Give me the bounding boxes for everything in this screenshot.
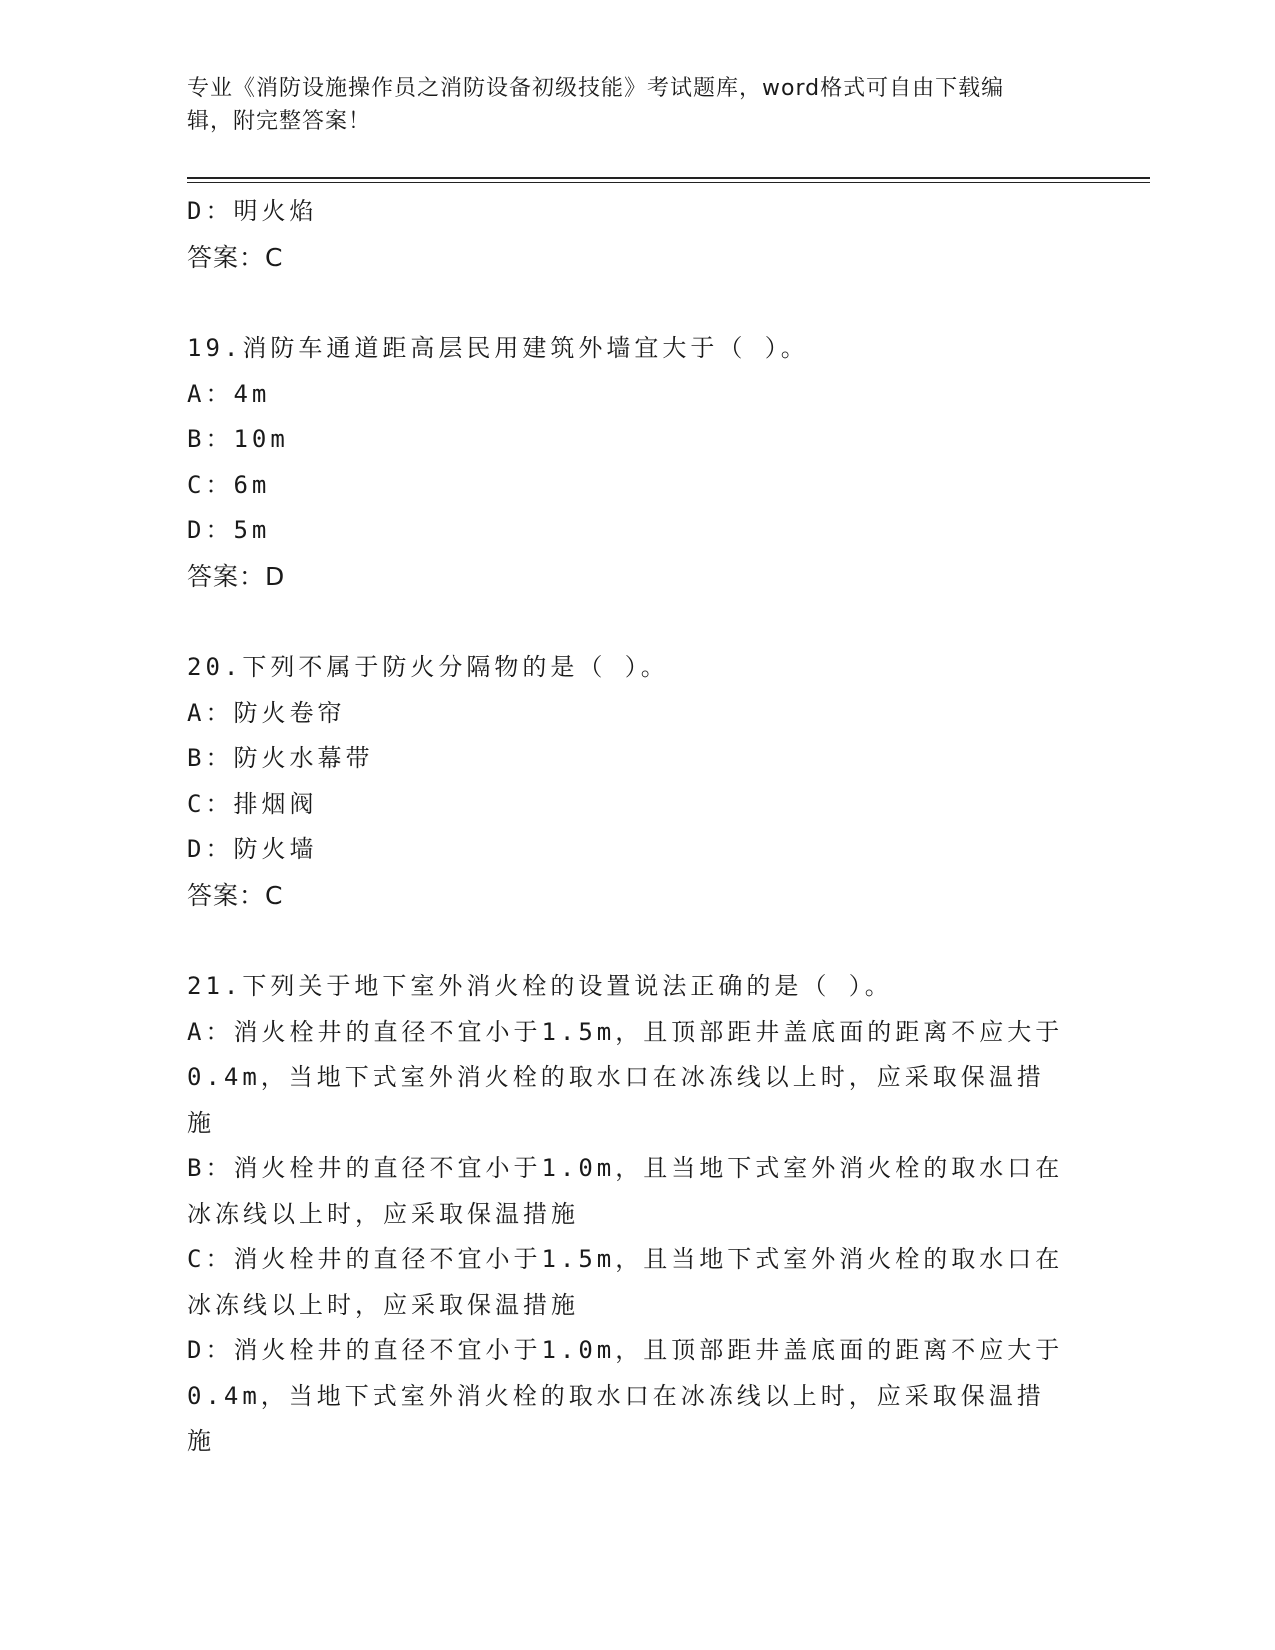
question-19 <box>187 326 1087 599</box>
spacer <box>187 280 1087 326</box>
header-line-1: 专业《消防设施操作员之消防设备初级技能》考试题库，word格式可自由下载编 <box>187 76 1005 101</box>
question-content <box>187 189 1087 1465</box>
question-20-option-b: B：防火水幕带 <box>187 744 374 772</box>
question-20-option-c: C：排烟阀 <box>187 789 318 818</box>
document-header <box>187 72 1067 138</box>
spacer <box>187 918 1087 964</box>
question-20-text: 20.下列不属于防火分隔物的是（ ）。 <box>187 653 669 681</box>
question-21-option-a-line: A：消火栓井的直径不宜小于1.5m，且顶部距井盖底面的距离不应大于 <box>187 1017 1064 1046</box>
question-20 <box>187 645 1087 918</box>
question-19-option-a: A：4m <box>187 379 271 408</box>
question-20-answer: 答案：C <box>187 880 284 910</box>
question-21-option-a-line: 施 <box>187 1108 215 1137</box>
question-19-text: 19.消防车通道距高层民用建筑外墙宜大于（ ）。 <box>187 334 809 362</box>
question-21-option-b-line: 冰冻线以上时，应采取保温措施 <box>187 1199 579 1228</box>
header-divider-thin <box>187 182 1150 183</box>
question-19-option-d: D：5m <box>187 516 271 544</box>
header-divider-thick <box>187 177 1150 179</box>
question-20-option-d: D：防火墙 <box>187 835 318 863</box>
spacer <box>187 599 1087 645</box>
question-19-option-c: C：6m <box>187 470 271 499</box>
question-21 <box>187 964 1087 1465</box>
question-21-option-d-line: 施 <box>187 1427 215 1455</box>
question-20-option-a: A：防火卷帘 <box>187 698 346 727</box>
question-21-option-b-line: B：消火栓井的直径不宜小于1.0m，且当地下式室外消火栓的取水口在 <box>187 1154 1064 1182</box>
header-line-2: 辑，附完整答案！ <box>187 109 372 134</box>
question-21-option-d-line: 0.4m，当地下式室外消火栓的取水口在冰冻线以上时，应采取保温措 <box>187 1381 1045 1410</box>
question-19-answer: 答案：D <box>187 561 286 591</box>
question-21-text: 21.下列关于地下室外消火栓的设置说法正确的是（ ）。 <box>187 972 893 1000</box>
question-21-option-a-line: 0.4m，当地下式室外消火栓的取水口在冰冻线以上时，应采取保温措 <box>187 1063 1045 1091</box>
question-21-option-d-line: D：消火栓井的直径不宜小于1.0m，且顶部距井盖底面的距离不应大于 <box>187 1336 1064 1364</box>
question-19-option-b: B：10m <box>187 425 289 453</box>
question-21-option-c-line: C：消火栓井的直径不宜小于1.5m，且当地下式室外消火栓的取水口在 <box>187 1245 1064 1273</box>
prev-answer: 答案：C <box>187 242 284 272</box>
question-21-option-c-line: 冰冻线以上时，应采取保温措施 <box>187 1290 579 1319</box>
prev-option-d: D：明火焰 <box>187 197 318 225</box>
